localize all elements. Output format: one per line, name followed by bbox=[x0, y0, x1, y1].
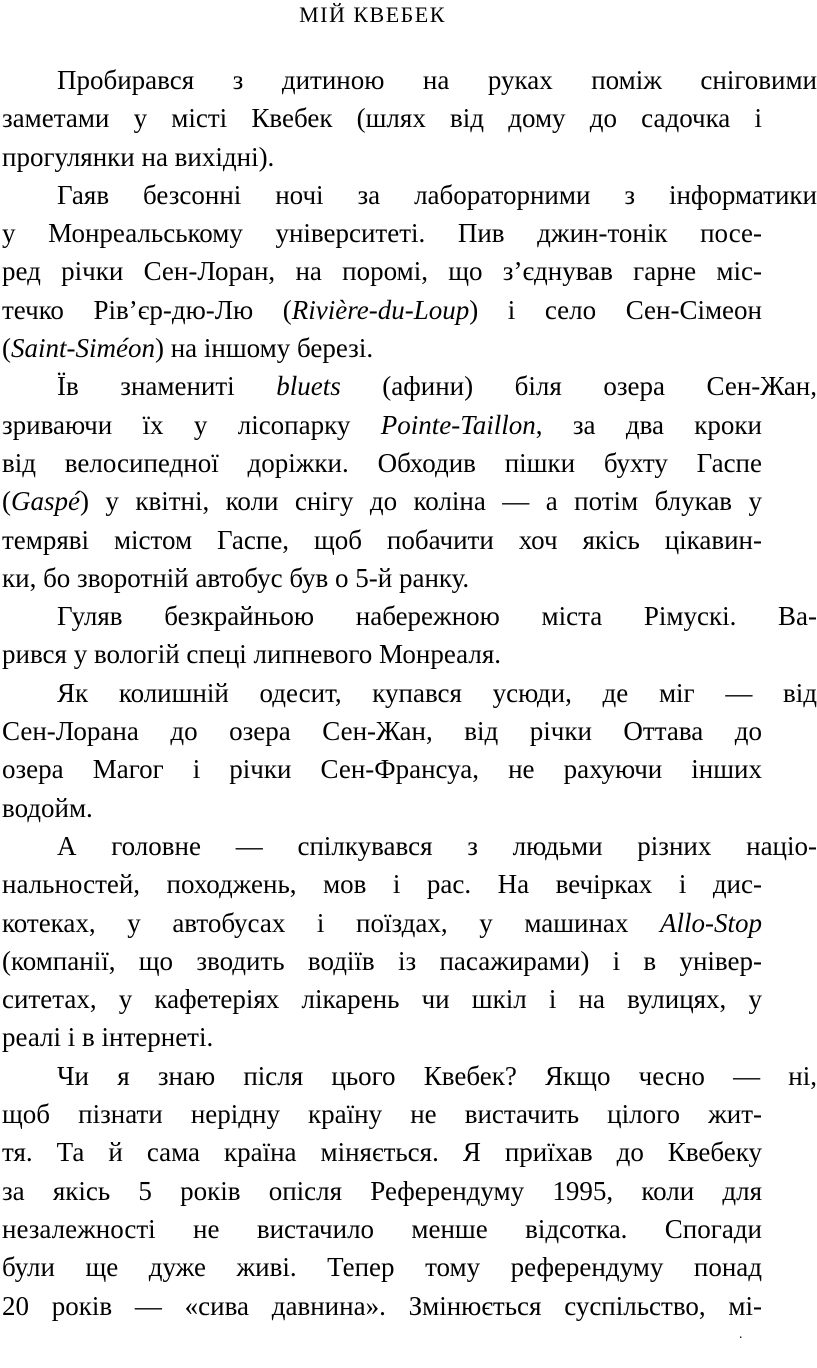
text-line: незалежності не вистачило менше відсотка. Спогади bbox=[2, 1213, 762, 1244]
text-line: (компанії, що зводить водіїв із пасажирами) і в універ- bbox=[2, 945, 762, 976]
text-line: ситетах, у кафетеріях лікарень чи шкіл і на вулицях, у bbox=[2, 984, 762, 1015]
text-line: Сен-Лорана до озера Сен-Жан, від річки Оттава до bbox=[2, 716, 762, 747]
text-line: рився у вологій спеці липневого Монреаля. bbox=[2, 639, 501, 670]
text-line: Гаяв безсонні ночі за лабораторними з інформатики bbox=[57, 179, 817, 210]
text-line: темряві містом Гаспе, щоб побачити хоч якісь цікавин- bbox=[2, 524, 762, 555]
text-line: були ще дуже живі. Тепер тому референдуму понад bbox=[2, 1252, 762, 1283]
text-line: ред річки Сен-Лоран, на поромі, що з’єднував гарне міс- bbox=[2, 256, 762, 287]
text-line: Чи я знаю після цього Квебек? Якщо чесно — ні, bbox=[57, 1060, 817, 1091]
running-title: МІЙ КВЕБЕК bbox=[299, 2, 446, 27]
text-line: щоб пізнати нерідну країну не вистачить цілого жит- bbox=[2, 1099, 762, 1130]
text-line: Як колишній одесит, купався усюди, де міг — від bbox=[57, 677, 817, 708]
text-line: ки, бо зворотній автобус був о 5-й ранку. bbox=[2, 562, 470, 593]
text-line: озера Магог і річки Сен-Франсуа, не рахуючи інших bbox=[2, 754, 762, 785]
text-line: (Gaspé) у квітні, коли снігу до коліна — а потім блукав у bbox=[2, 486, 762, 517]
text-line: Гуляв безкрайньою набережною міста Рімускі. Ва- bbox=[57, 601, 817, 632]
text-line: (Saint-Siméon) на іншому березі. bbox=[2, 333, 374, 364]
text-line: від велосипедної доріжки. Обходив пішки бухту Гаспе bbox=[2, 447, 762, 478]
text-line: у Монреальському університеті. Пив джин-тонік посе- bbox=[2, 218, 762, 249]
page-corner-mark: · bbox=[738, 1331, 743, 1346]
body-text bbox=[2, 61, 817, 1325]
text-line: А головне — спілкувався з людьми різних націо- bbox=[57, 830, 817, 861]
text-line: нальностей, походжень, мов і рас. На вечірках і дис- bbox=[2, 869, 762, 900]
text-line: 20 років — «сива давнина». Змінюється суспільство, мі- bbox=[2, 1290, 762, 1321]
text-line: тя. Та й сама країна міняється. Я приїхав до Квебеку bbox=[2, 1137, 762, 1168]
text-line: прогулянки на вихідні). bbox=[2, 141, 275, 172]
text-line: заметами у місті Квебек (шлях від дому до садочка і bbox=[2, 103, 762, 134]
text-line: водойм. bbox=[2, 792, 93, 823]
text-line: реалі і в інтернеті. bbox=[2, 1022, 214, 1053]
text-line: Пробирався з дитиною на руках поміж сніговими bbox=[57, 65, 817, 95]
text-line: течко Рів’єр-дю-Лю (Rivière-du-Loup) і село Сен-Сімеон bbox=[2, 294, 762, 325]
text-line: котеках, у автобусах і поїздах, у машинах Allo-Stop bbox=[2, 907, 762, 938]
text-line: за якісь 5 років опісля Референдуму 1995, коли для bbox=[2, 1175, 762, 1206]
text-line: зриваючи їх у лісопарку Pointe-Taillon, за два кроки bbox=[2, 409, 762, 440]
text-line: Їв знамениті bluets (афини) біля озера Сен-Жан, bbox=[57, 371, 817, 402]
